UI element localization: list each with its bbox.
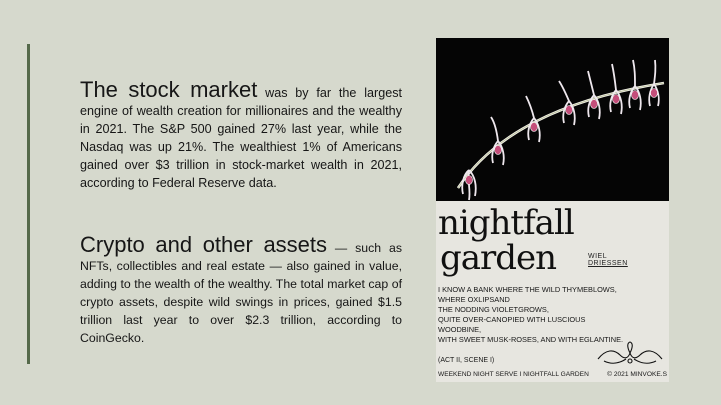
poster-footer-left: WEEKEND NIGHT SERVE I NIGHTFALL GARDEN (438, 371, 589, 378)
orchid-photo (436, 38, 669, 201)
nightfall-garden-poster (436, 38, 669, 382)
poster-author-last: DRIESSEN (588, 260, 628, 267)
quote-line: I KNOW A BANK WHERE THE WILD THYMEBLOWS, (438, 285, 617, 294)
quote-line: QUITE OVER-CANOPIED WITH LUSCIOUS (438, 315, 586, 324)
quote-line: THE NODDING VIOLETGROWS, (438, 305, 549, 314)
poster-footer (438, 371, 667, 378)
crypto-body: — such as NFTs, collectibles and real estate — also gained in value, adding to the wealth of the wealthy. The total market cap of crypto assets, despite wild swings in prices, gained $1.5 trillion last year to over $2.3 trillion, according to CoinGecko. (80, 241, 402, 345)
poster-author-first: WIEL (588, 253, 608, 260)
crypto-heading: Crypto and other assets (80, 232, 328, 257)
stock-market-paragraph (80, 78, 402, 192)
poster-footer-right: © 2021 MINVOKE.S (607, 371, 667, 378)
poster-quote (438, 285, 666, 345)
poster-author (588, 253, 628, 267)
quote-line: WITH SWEET MUSK-ROSES, AND WITH EGLANTINE. (438, 335, 624, 344)
poster-title-line2: garden (440, 238, 557, 278)
crypto-paragraph (80, 233, 402, 347)
ornament-icon (596, 341, 664, 367)
accent-bar (27, 44, 30, 364)
poster-act-label: (ACT II, SCENE I) (438, 357, 495, 364)
poster-title-line1: nightfall (438, 203, 574, 243)
orchid-illustration (436, 38, 669, 201)
quote-line: WHERE OXLIPSAND (438, 295, 510, 304)
stock-market-body: was by far the largest engine of wealth creation for millionaires and the wealthy in 2021. The S&P 500 gained 27% last year, while the Nasdaq was up 21%. The wealthiest 1% of Americans gained over $3 trillion in stock-market wealth in 2021, according to Federal Reserve data. (80, 86, 402, 190)
stock-market-heading: The stock market (80, 77, 258, 102)
quote-line: WOODBINE, (438, 325, 482, 334)
